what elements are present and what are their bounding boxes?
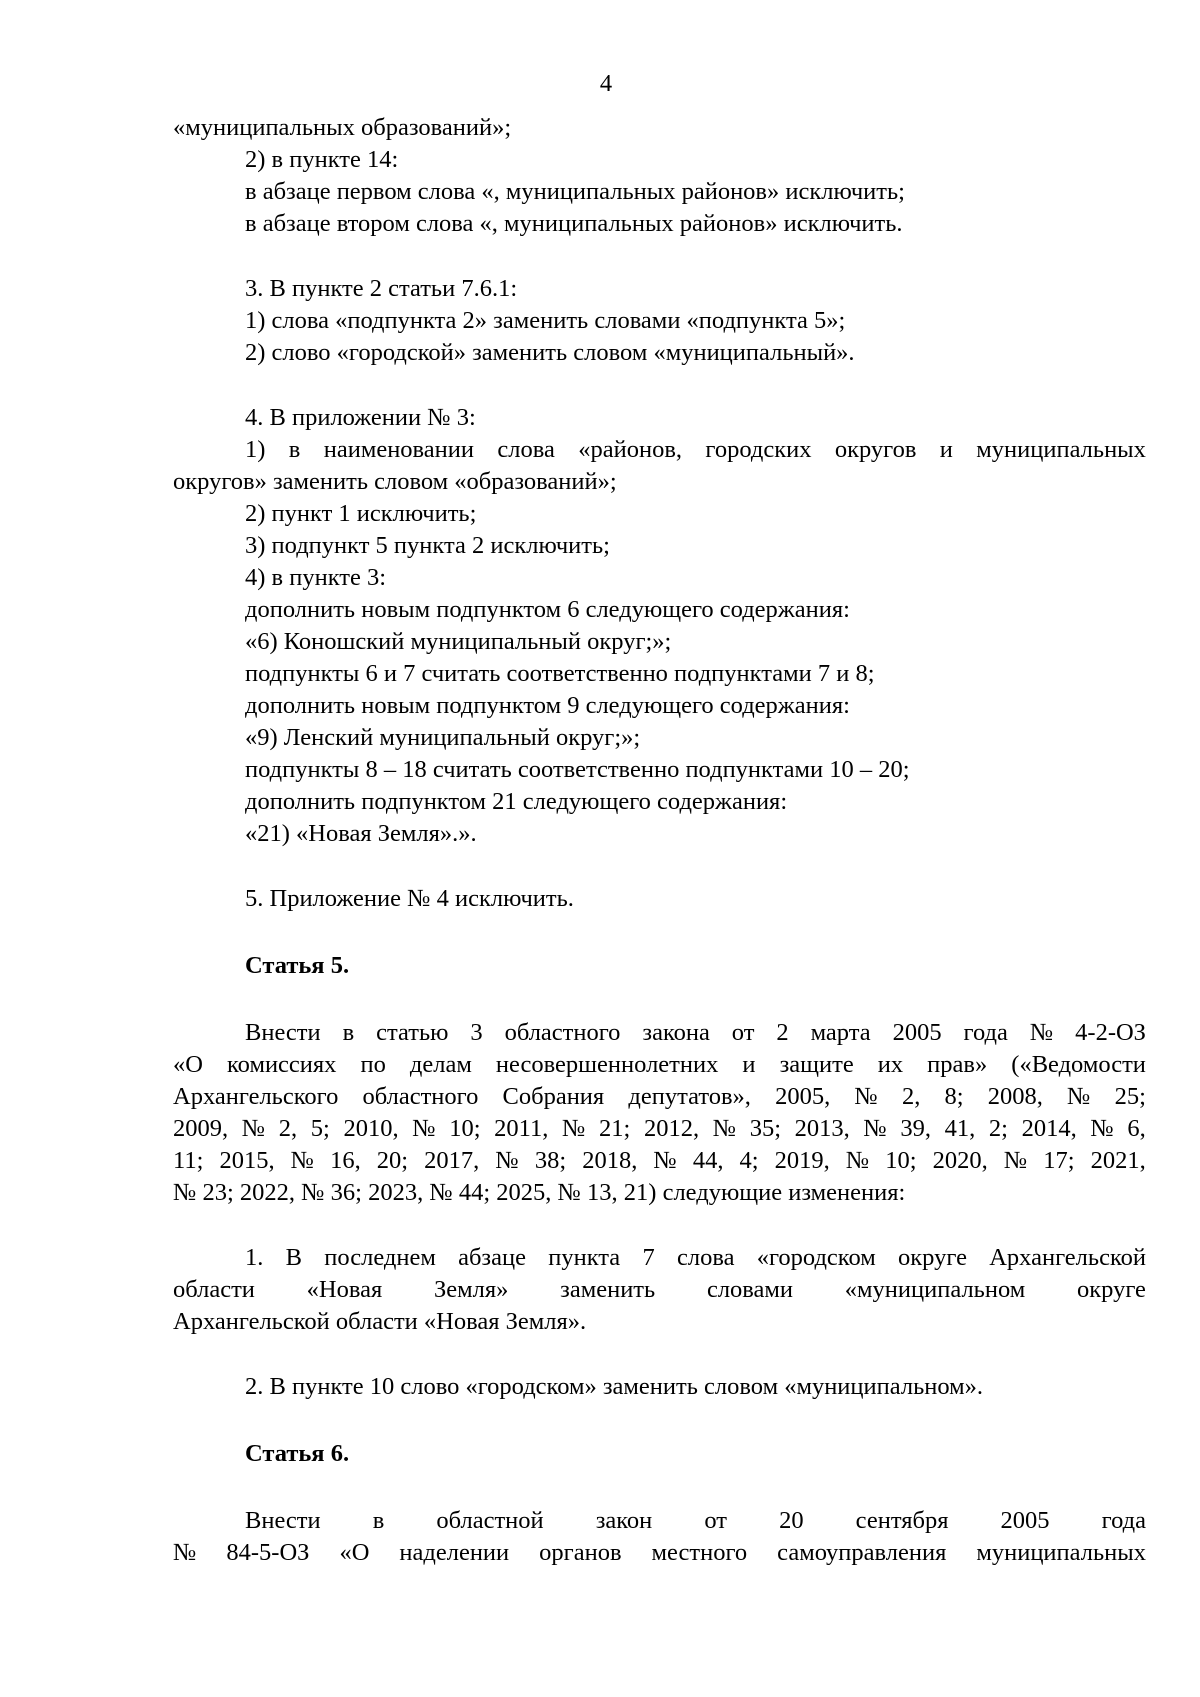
text-line [173, 1113, 1146, 1145]
word: заменить [560, 1276, 656, 1303]
word: № [495, 1147, 519, 1174]
word: наделении [399, 1539, 510, 1566]
word: 2, [901, 1083, 921, 1110]
word: муниципальных [976, 436, 1146, 463]
word: слова [497, 436, 555, 463]
text-line [173, 434, 1146, 466]
article-heading: Статья 6. [245, 1440, 350, 1467]
word: от [731, 1019, 755, 1046]
word: «Новая [306, 1276, 383, 1303]
word: 4-2-ОЗ [1075, 1019, 1146, 1046]
text-line [173, 1242, 1146, 1274]
word: несовершеннолетних [495, 1051, 719, 1078]
word: № [1067, 1083, 1091, 1110]
text-line [173, 1017, 1146, 1049]
word: Внести [245, 1507, 321, 1534]
word: муниципальных [976, 1539, 1146, 1566]
word: слова [676, 1244, 735, 1271]
word: 10; [449, 1115, 481, 1142]
text-line: 3) подпункт 5 пункта 2 исключить; [245, 532, 610, 559]
word: № [562, 1115, 586, 1142]
word: № [241, 1115, 266, 1142]
word: № [1090, 1115, 1114, 1142]
word: 2014, [1021, 1115, 1077, 1142]
text-line: «6) Коношский муниципальный округ;»; [245, 628, 672, 655]
word: № [412, 1115, 436, 1142]
word: 20; [376, 1147, 409, 1174]
word: 2005, [775, 1083, 831, 1110]
text-line [173, 1537, 1146, 1569]
word: 25; [1114, 1083, 1146, 1110]
word: 2013, [794, 1115, 850, 1142]
word: 2012, [643, 1115, 700, 1142]
text-line: округов» заменить словом «образований»; [173, 468, 617, 495]
word: 2019, [774, 1147, 830, 1174]
text-line: 1) слова «подпункта 2» заменить словами «подпункта 5»; [245, 307, 846, 334]
word: 7 [642, 1244, 655, 1271]
text-line: Архангельской области «Новая Земля». [173, 1308, 587, 1335]
word: «О [339, 1539, 370, 1566]
document-body [173, 112, 1146, 1569]
word: в [372, 1507, 385, 1534]
text-line: подпункты 8 – 18 считать соответственно подпунктами 10 – 20; [245, 756, 910, 783]
word: 1) [245, 436, 266, 463]
word: 4; [739, 1147, 759, 1174]
word: 2015, [219, 1147, 275, 1174]
text-line: дополнить подпунктом 21 следующего содержания: [245, 788, 788, 815]
word: по [360, 1051, 386, 1078]
word: «О [173, 1051, 203, 1078]
word: 5; [310, 1115, 330, 1142]
word: округе [898, 1244, 967, 1271]
word: 2008, [987, 1083, 1043, 1110]
paragraph-spacer [173, 1470, 1146, 1505]
word: Архангельской [989, 1244, 1146, 1271]
word: 2017, [424, 1147, 480, 1174]
paragraph-spacer [173, 369, 1146, 402]
text-line: «21) «Новая Земля».». [245, 820, 477, 847]
word: округов [834, 436, 917, 463]
text-line [173, 1145, 1146, 1177]
word: 44, [692, 1147, 724, 1174]
word: последнем [324, 1244, 436, 1271]
text-line: «муниципальных образований»; [173, 114, 512, 141]
text-line [173, 1505, 1146, 1537]
word: № [1029, 1019, 1054, 1046]
word: марта [810, 1019, 871, 1046]
word: 20 [779, 1507, 804, 1534]
word: делам [409, 1051, 472, 1078]
paragraph-spacer [173, 982, 1146, 1017]
word: 39, [900, 1115, 932, 1142]
paragraph-spacer [173, 850, 1146, 883]
word: 2, [278, 1115, 298, 1142]
word: 2 [776, 1019, 789, 1046]
word: словами [706, 1276, 794, 1303]
word: 2005 [892, 1019, 942, 1046]
text-line: 4) в пункте 3: [245, 564, 387, 591]
word: 11; [173, 1147, 204, 1174]
word: Архангельского [173, 1083, 339, 1110]
text-line: «9) Ленский муниципальный округ;»; [245, 724, 641, 751]
word: статью [376, 1019, 449, 1046]
word: 41, [944, 1115, 976, 1142]
text-line [173, 1274, 1146, 1306]
word: округе [1077, 1276, 1146, 1303]
word: 1. [245, 1244, 264, 1271]
word: областного [362, 1083, 479, 1110]
word: 2; [988, 1115, 1008, 1142]
word: 2005 [1000, 1507, 1050, 1534]
word: («Ведомости [1011, 1051, 1146, 1078]
text-line: 2) пункт 1 исключить; [245, 500, 477, 527]
word: депутатов», [628, 1083, 751, 1110]
word: органов [539, 1539, 622, 1566]
word: комиссиях [227, 1051, 337, 1078]
word: 16, [330, 1147, 361, 1174]
text-line: в абзаце первом слова «, муниципальных районов» исключить; [245, 178, 905, 205]
paragraph-spacer [173, 1403, 1146, 1438]
word: года [963, 1019, 1008, 1046]
word: наименовании [323, 436, 475, 463]
text-line: в абзаце втором слова «, муниципальных районов» исключить. [245, 210, 903, 237]
word: в [342, 1019, 355, 1046]
page-number: 4 [599, 70, 613, 97]
word: «городском [756, 1244, 876, 1271]
word: 21; [599, 1115, 631, 1142]
word: В [285, 1244, 302, 1271]
word: № [1003, 1147, 1028, 1174]
word: 84-5-ОЗ [226, 1539, 310, 1566]
word: их [877, 1051, 904, 1078]
word: 2020, [932, 1147, 988, 1174]
text-line: № 23; 2022, № 36; 2023, № 44; 2025, № 13, 21) следующие изменения: [173, 1179, 906, 1206]
word: областной [436, 1507, 544, 1534]
word: областного [504, 1019, 621, 1046]
text-line: подпункты 6 и 7 считать соответственно подпунктами 7 и 8; [245, 660, 875, 687]
word: пункта [548, 1244, 621, 1271]
word: 2018, [582, 1147, 638, 1174]
word: области [173, 1276, 255, 1303]
word: в [288, 436, 301, 463]
word: года [1101, 1507, 1146, 1534]
word: № [854, 1083, 878, 1110]
paragraph-spacer [173, 1338, 1146, 1371]
word: городских [705, 436, 812, 463]
word: защите [779, 1051, 854, 1078]
word: местного [651, 1539, 748, 1566]
paragraph-spacer [173, 240, 1146, 273]
article-heading: Статья 5. [245, 952, 350, 979]
text-line: 4. В приложении № 3: [245, 404, 476, 431]
word: Земля» [434, 1276, 509, 1303]
word: прав» [927, 1051, 988, 1078]
word: и [939, 436, 953, 463]
word: закон [595, 1507, 653, 1534]
word: 6, [1127, 1115, 1146, 1142]
word: и [742, 1051, 756, 1078]
text-line: 3. В пункте 2 статьи 7.6.1: [245, 275, 518, 302]
word: № [712, 1115, 737, 1142]
word: № [863, 1115, 887, 1142]
word: закона [642, 1019, 710, 1046]
text-line [173, 1081, 1146, 1113]
word: Собрания [502, 1083, 605, 1110]
word: 2010, [343, 1115, 399, 1142]
word: 3 [470, 1019, 483, 1046]
word: «районов, [578, 436, 683, 463]
paragraph-spacer [173, 915, 1146, 950]
word: Внести [245, 1019, 321, 1046]
word: сентября [855, 1507, 949, 1534]
word: 35; [749, 1115, 782, 1142]
word: от [704, 1507, 728, 1534]
text-line: 2) слово «городской» заменить словом «муниципальный». [245, 339, 855, 366]
word: № [290, 1147, 315, 1174]
word: 2009, [173, 1115, 229, 1142]
word: № [653, 1147, 677, 1174]
word: 17; [1043, 1147, 1075, 1174]
word: № [845, 1147, 870, 1174]
text-line: 5. Приложение № 4 исключить. [245, 885, 574, 912]
paragraph-spacer [173, 1209, 1146, 1242]
word: № [173, 1539, 197, 1566]
word: 2011, [494, 1115, 549, 1142]
text-line: дополнить новым подпунктом 9 следующего содержания: [245, 692, 850, 719]
word: 2021, [1090, 1147, 1146, 1174]
text-line [173, 1049, 1146, 1081]
word: абзаце [458, 1244, 526, 1271]
word: 10; [885, 1147, 917, 1174]
text-line: 2) в пункте 14: [245, 146, 399, 173]
word: 8; [944, 1083, 964, 1110]
text-line: дополнить новым подпунктом 6 следующего содержания: [245, 596, 850, 623]
word: 38; [534, 1147, 567, 1174]
word: «муниципальном [844, 1276, 1026, 1303]
text-line: 2. В пункте 10 слово «городском» заменить словом «муниципальном». [245, 1373, 984, 1400]
word: самоуправления [777, 1539, 947, 1566]
